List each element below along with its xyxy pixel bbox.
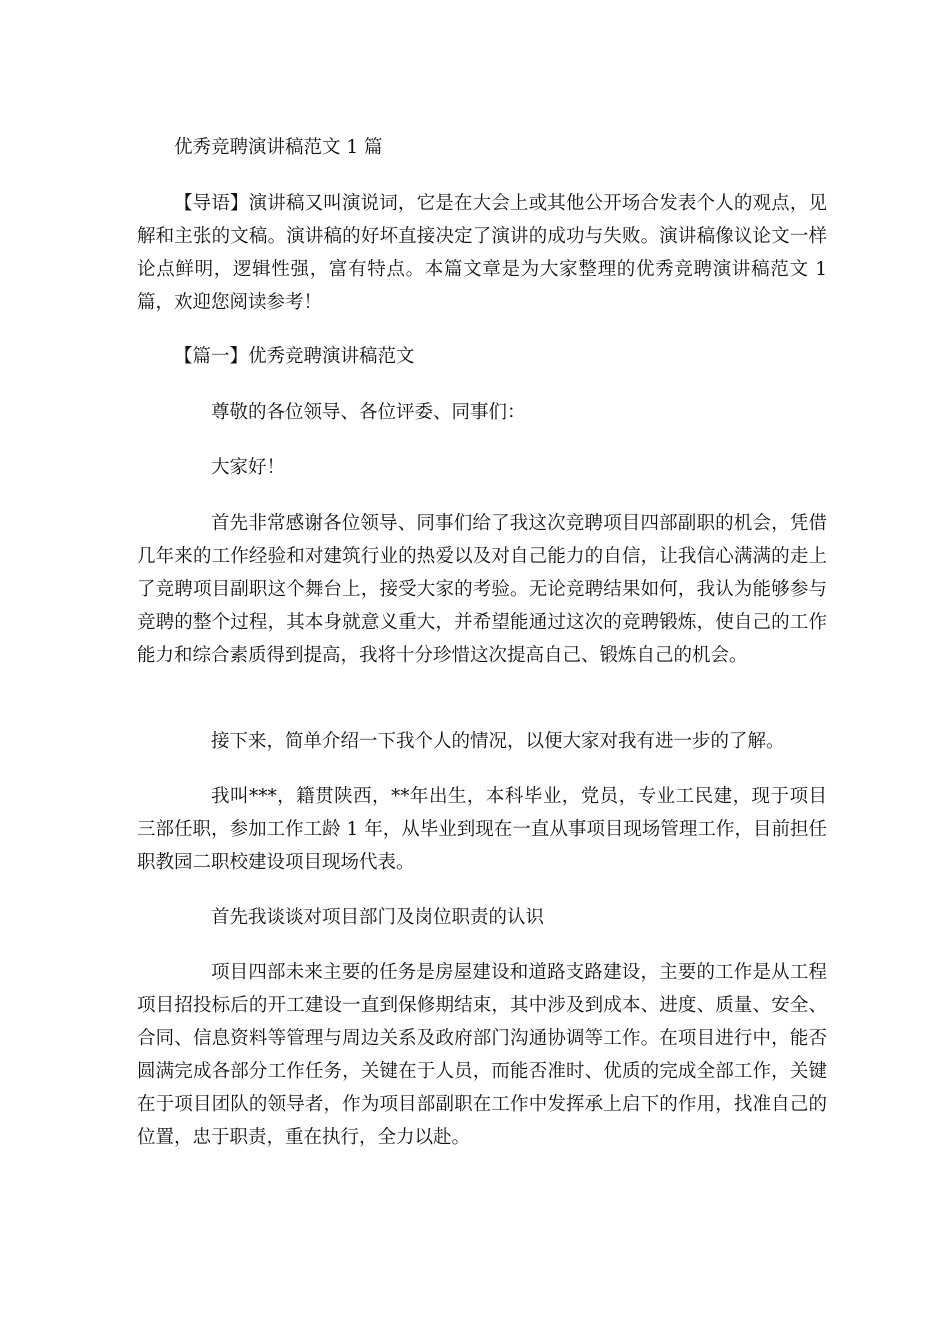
subheading: 首先我谈谈对项目部门及岗位职责的认识 [211, 907, 545, 928]
salutation: 尊敬的各位领导、各位评委、同事们： [211, 402, 526, 423]
body-paragraph: 我叫***，籍贯陕西，**年出生，本科毕业，党员，专业工民建，现于项目三部任职，参加工作工龄 1 年，从毕业到现在一直从事项目现场管理工作，目前担任职教园二职校建设项目现场代表。 [137, 786, 827, 873]
greeting: 大家好！ [211, 457, 286, 478]
document-title: 优秀竞聘演讲稿范文 1 篇 [174, 137, 383, 158]
section-heading: 【篇一】优秀竞聘演讲稿范文 [174, 346, 415, 367]
body-paragraph: 项目四部未来主要的任务是房屋建设和道路支路建设，主要的工作是从工程项目招投标后的开工建设一直到保修期结束，其中涉及到成本、进度、质量、安全、合同、信息资料等管理与周边关系及政府部门沟通协调等工作。在项目进行中，能否圆满完成各部分工作任务，关键在于人员，而能否准时、优质的完成全部工作，关键在于项目团队的领导者，作为项目部副职在工作中发挥承上启下的作用，找准自己的位置，忠于职责，重在执行，全力以赴。 [137, 962, 827, 1148]
body-paragraph: 首先非常感谢各位领导、同事们给了我这次竞聘项目四部副职的机会，凭借几年来的工作经验和对建筑行业的热爱以及对自己能力的自信，让我信心满满的走上了竞聘项目副职这个舞台上，接受大家的考验。无论竞聘结果如何，我认为能够参与竞聘的整个过程，其本身就意义重大，并希望能通过这次的竞聘锻炼，使自己的工作能力和综合素质得到提高，我将十分珍惜这次提高自己、锻炼自己的机会。 [137, 513, 827, 666]
body-paragraph: 接下来，简单介绍一下我个人的情况，以便大家对我有进一步的了解。 [211, 731, 785, 752]
intro-paragraph: 【导语】演讲稿又叫演说词，它是在大会上或其他公开场合发表个人的观点，见解和主张的文稿。演讲稿的好坏直接决定了演讲的成功与失败。演讲稿像议论文一样论点鲜明，逻辑性强，富有特点。本篇文章是为大家整理的优秀竞聘演讲稿范文 1 篇，欢迎您阅读参考！ [137, 193, 827, 313]
